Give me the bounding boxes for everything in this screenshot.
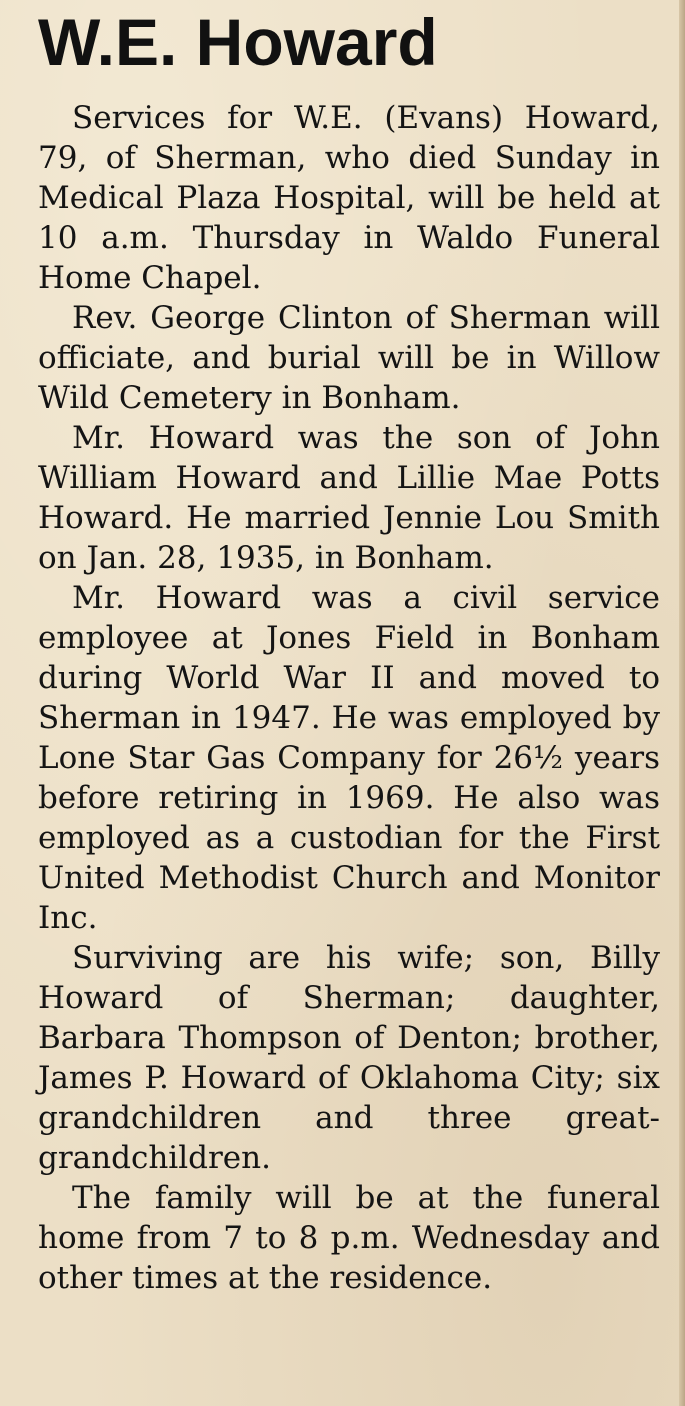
paragraph-visitation: The family will be at the funeral home from 7 to 8 p.m. Wednesday and other times at the residence. xyxy=(38,1180,660,1296)
paragraph-family: Mr. Howard was the son of John William Howard and Lillie Mae Potts Howard. He married Jennie Lou Smith on Jan. 28, 1935, in Bonham. xyxy=(38,420,660,576)
paragraph-career: Mr. Howard was a civil service employee at Jones Field in Bonham during World War II and moved to Sherman in 1947. He was employed by Lone Star Gas Company for 26½ years before retiring in 1969. He also was employed as a custodian for the First United Methodist Church and Monitor Inc. xyxy=(38,580,660,936)
obituary-body xyxy=(38,98,660,1298)
paper-edge xyxy=(679,0,685,1406)
paragraph-officiant: Rev. George Clinton of Sherman will officiate, and burial will be in Willow Wild Cemetery in Bonham. xyxy=(38,300,660,416)
paragraph-survivors: Surviving are his wife; son, Billy Howard of Sherman; daughter, Barbara Thompson of Denton; brother, James P. Howard of Oklahoma City; six grandchildren and three great-grandchildren. xyxy=(38,940,660,1176)
paragraph-services: Services for W.E. (Evans) Howard, 79, of Sherman, who died Sunday in Medical Plaza Hospital, will be held at 10 a.m. Thursday in Waldo Funeral Home Chapel. xyxy=(38,100,660,296)
obituary-headline: W.E. Howard xyxy=(38,5,438,79)
